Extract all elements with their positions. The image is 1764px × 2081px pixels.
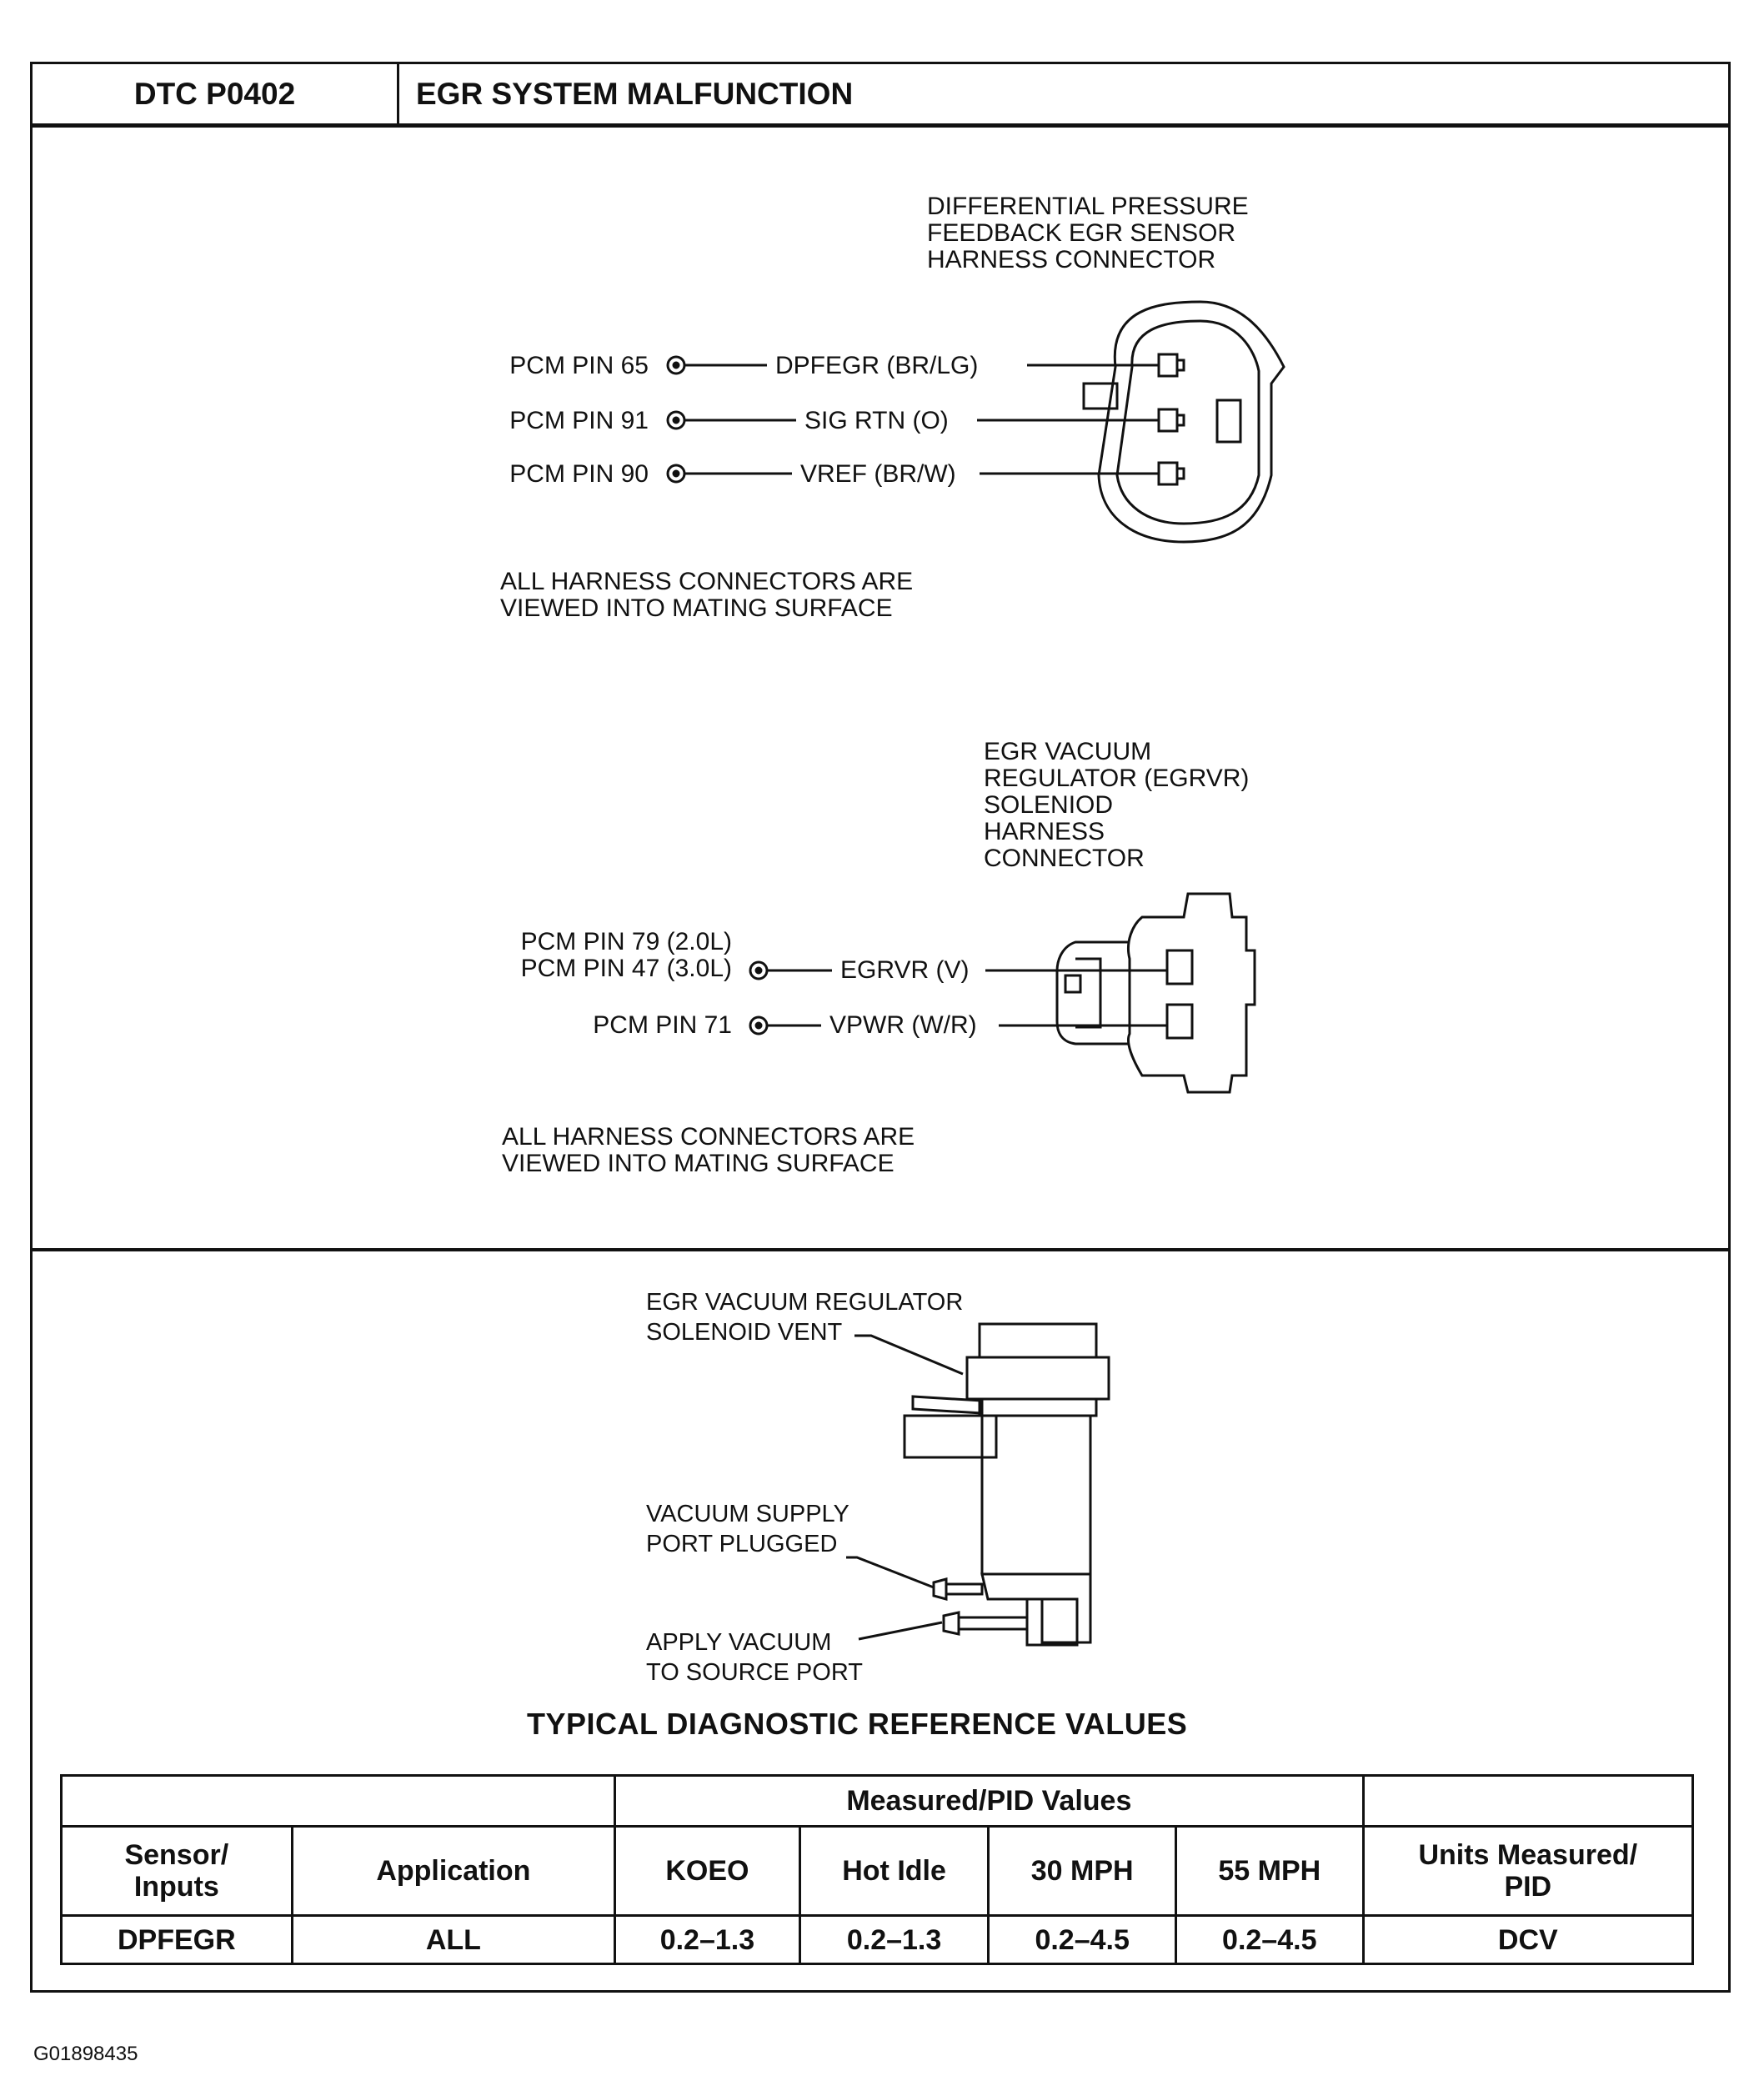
cell-units: DCV [1363,1916,1692,1964]
dpfe-note-line-1: ALL HARNESS CONNECTORS ARE [500,568,914,595]
egrvr-title-line-1: EGR VACUUM [984,738,1152,765]
col-header-units: Units Measured/ PID [1363,1826,1692,1915]
dpfe-circuit-dpfegr: DPFEGR (BR/LG) [775,352,979,379]
reference-table-title: TYPICAL DIAGNOSTIC REFERENCE VALUES [527,1707,1188,1741]
cell-hot-idle: 0.2–1.3 [799,1916,989,1964]
table-blank-cell [62,1776,615,1827]
figure-id: G01898435 [33,2043,138,2065]
table-group-header-row [62,1776,1693,1827]
dpfe-title-line-1: DIFFERENTIAL PRESSURE [927,193,1249,220]
apply-label-line-1: APPLY VACUUM [646,1629,832,1656]
cell-application: ALL [292,1916,614,1964]
dpfe-circuit-vref: VREF (BR/W) [800,460,956,488]
dpfe-note-line-2: VIEWED INTO MATING SURFACE [500,594,893,622]
dpfe-pcm-pin-90: PCM PIN 90 [509,460,649,488]
table-column-header-row [62,1826,1693,1915]
dtc-code: DTC P0402 [33,64,399,123]
egrvr-pcm-pin-79: PCM PIN 79 (2.0L) [520,928,732,955]
cell-sensor: DPFEGR [62,1916,293,1964]
vent-label-line-2: SOLENOID VENT [646,1319,843,1346]
egrvr-title-line-4: HARNESS [984,818,1105,845]
egrvr-pcm-pin-71: PCM PIN 71 [593,1011,732,1039]
egrvr-circuit-vpwr: VPWR (W/R) [829,1011,977,1039]
cell-55mph: 0.2–4.5 [1175,1916,1363,1964]
egrvr-title-line-2: REGULATOR (EGRVR) [984,765,1250,792]
reference-values-table [60,1774,1694,1965]
col-header-sensor: Sensor/ Inputs [62,1826,293,1915]
table-row [62,1916,1693,1964]
supply-label-line-2: PORT PLUGGED [646,1531,838,1557]
dpfe-title-line-3: HARNESS CONNECTOR [927,246,1216,273]
egrvr-title-line-5: CONNECTOR [984,845,1145,872]
cell-30mph: 0.2–4.5 [989,1916,1176,1964]
cell-koeo: 0.2–1.3 [615,1916,800,1964]
vent-label-line-1: EGR VACUUM REGULATOR [646,1289,964,1316]
egrvr-note-line-1: ALL HARNESS CONNECTORS ARE [502,1123,915,1151]
egrvr-note-line-2: VIEWED INTO MATING SURFACE [502,1150,895,1177]
egrvr-pcm-pin-47: PCM PIN 47 (3.0L) [520,955,732,982]
dpfe-pcm-pin-65: PCM PIN 65 [509,352,649,379]
col-header-hot-idle: Hot Idle [799,1826,989,1915]
measured-values-header: Measured/PID Values [615,1776,1363,1827]
col-header-koeo: KOEO [615,1826,800,1915]
apply-label-line-2: TO SOURCE PORT [646,1659,863,1686]
egr-solenoid-drawing [846,1324,1109,1645]
col-header-30mph: 30 MPH [989,1826,1176,1915]
dpfe-circuit-sig-rtn: SIG RTN (O) [804,407,949,434]
egrvr-connector [1057,894,1255,1092]
dpfe-connector [1084,302,1284,542]
egrvr-title-line-3: SOLENIOD [984,791,1114,819]
egrvr-circuit-egrvr: EGRVR (V) [840,956,970,984]
table-blank-cell [1363,1776,1692,1827]
supply-label-line-1: VACUUM SUPPLY [646,1501,849,1527]
col-header-application: Application [292,1826,614,1915]
dtc-title: EGR SYSTEM MALFUNCTION [416,76,854,111]
col-header-55mph: 55 MPH [1175,1826,1363,1915]
dpfe-pcm-pin-91: PCM PIN 91 [509,407,649,434]
dpfe-title-line-2: FEEDBACK EGR SENSOR [927,219,1236,247]
